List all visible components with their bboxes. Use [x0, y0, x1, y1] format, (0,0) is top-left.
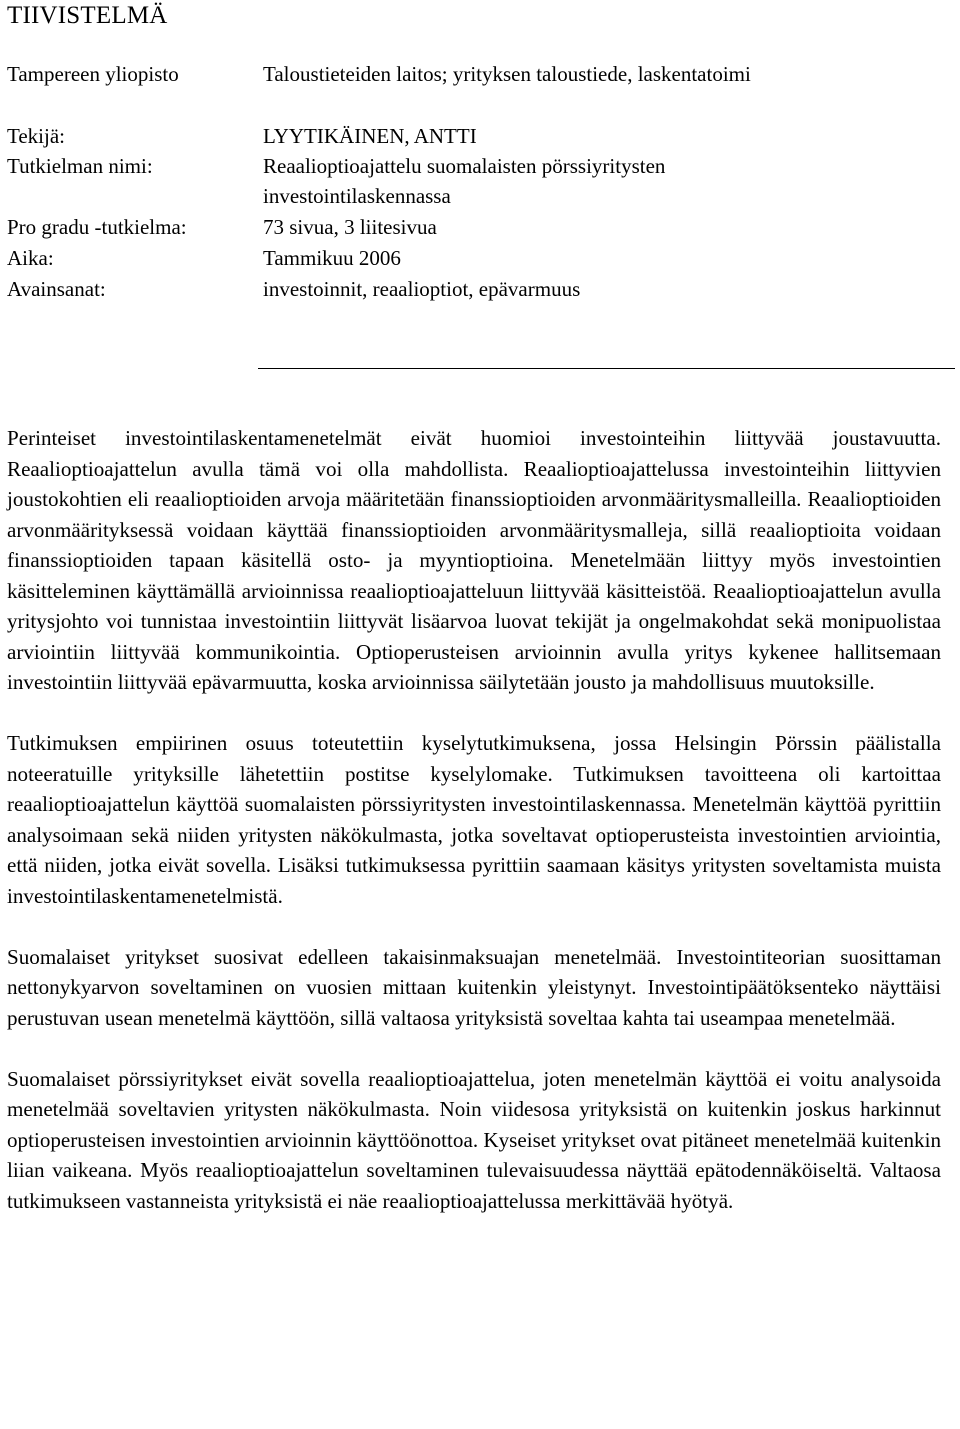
keywords-value: investoinnit, reaalioptiot, epävarmuus	[263, 277, 581, 301]
date-value: Tammikuu 2006	[263, 246, 401, 270]
thesis-title-value: Reaalioptioajattelu suomalaisten pörssiyritysten investointilaskennassa	[263, 154, 666, 208]
abstract-body	[7, 423, 941, 1216]
thesis-type-label: Pro gradu -tutkielma:	[7, 215, 187, 239]
author-label: Tekijä:	[7, 124, 66, 148]
keywords-label: Avainsanat:	[7, 277, 106, 301]
date-label: Aika:	[7, 246, 54, 270]
abstract-paragraph: Suomalaiset yritykset suosivat edelleen takaisinmaksuajan menetelmää. Investointiteorian suosittaman nettonykyarvon soveltaminen on vuosien mittaan kuitenkin yleistynyt. Investointipäätöksenteko näyttäisi perustuvan usean menetelmä käyttöön, sillä valtaosa yrityksistä soveltaa kahta tai useampaa menetelmää.	[7, 944, 941, 1030]
page-title: TIIVISTELMÄ	[7, 2, 168, 29]
thesis-title-label: Tutkielman nimi:	[7, 154, 153, 178]
separator-rule	[258, 368, 955, 369]
abstract-paragraph: Tutkimuksen empiirinen osuus toteutettiin kyselytutkimuksena, jossa Helsingin Pörssin päälistalla noteeratuille yrityksille lähetettiin postitse kyselylomake. Tutkimuksen tavoitteena oli kartoittaa reaalioptioajattelun käyttöä suomalaisten pörssiyritysten investointilaskennassa. Menetelmän käyttöä pyrittiin analysoimaan sekä niiden yritysten näkökulmasta, jotka soveltavat optioperusteista investointien arviointia, että niiden, jotka eivät sovella. Lisäksi tutkimuksessa pyrittiin saamaan käsitys yritysten soveltamista muista investointilaskentamenetelmistä.	[7, 731, 941, 908]
abstract-paragraph: Suomalaiset pörssiyritykset eivät sovella reaalioptioajattelua, joten menetelmän käyttöä ei voitu analysoida menetelmää soveltavien yritysten näkökulmasta. Noin viidesosa yrityksistä on kuitenkin joskus harkinnut optioperusteisen investointien arvioinnin käyttöönottoa. Kyseiset yritykset ovat pitäneet menetelmää kuitenkin liian vaikeana. Myös reaalioptioajattelun soveltaminen tulevaisuudessa näyttää epätodennäköiseltä. Valtaosa tutkimukseen vastanneista yrityksistä ei näe reaalioptioajattelussa merkittävää hyötyä.	[7, 1066, 941, 1213]
abstract-paragraph: Perinteiset investointilaskentamenetelmät eivät huomioi investointeihin liittyvää joustavuutta. Reaalioptioajattelun avulla tämä voi olla mahdollista. Reaalioptioajattelussa investointeihin liittyvien joustokohtien eli reaalioptioiden arvoja määritetään finanssioptioiden arvonmääritysmalleilla. Reaalioptioiden arvonmäärityksessä voidaan käyttää finanssioptioiden arvonmääritysmalleja, sillä reaalioptioita voidaan finanssioptioiden tapaan käsitellä osto- ja myyntioptioina. Menetelmään liittyy myös investointien käsitteleminen käyttämällä arvioinnissa reaalioptioajatteluun liittyvää käsitteistöä. Reaalioptioajattelun avulla yritysjohto voi tunnistaa investointiin liittyvät lisäarvoa luovat tekijät ja ongelmakohdat sekä monipuolistaa arviointiin liittyvää kommunikointia. Optioperusteisen arvioinnin avulla yritys kykenee hallitsemaan investointiin liittyvää epävarmuutta, koska arvioinnissa säilytetään jousto ja mahdollisuus muutoksille.	[7, 426, 941, 694]
department-value: Taloustieteiden laitos; yrityksen taloustiede, laskentatoimi	[263, 62, 751, 86]
author-value: LYYTIKÄINEN, ANTTI	[263, 124, 477, 148]
thesis-type-value: 73 sivua, 3 liitesivua	[263, 215, 437, 239]
university-label: Tampereen yliopisto	[7, 62, 179, 86]
